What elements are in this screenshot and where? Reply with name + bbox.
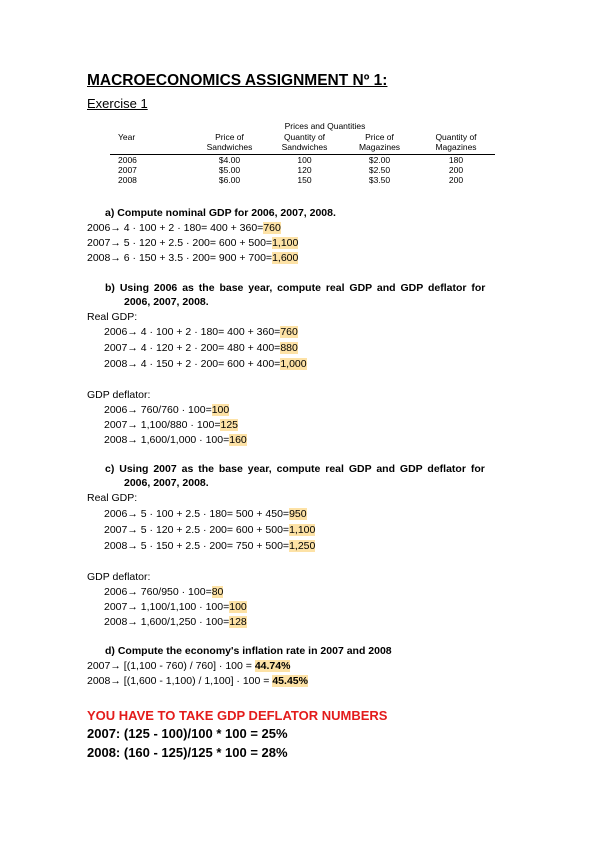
question-a: a) Compute nominal GDP for 2006, 2007, 2008. bbox=[105, 207, 336, 219]
exercise-heading: Exercise 1 bbox=[87, 96, 148, 111]
table-row bbox=[110, 165, 495, 175]
question-b: b) Using 2006 as the base year, compute real GDP and GDP deflator for bbox=[105, 282, 486, 294]
gdp-deflator-label: GDP deflator: bbox=[87, 389, 151, 401]
answer-c-deflator-line: 2008→ 1,600/1,250 · 100=128 bbox=[104, 616, 247, 628]
table-cell: 120 bbox=[297, 165, 312, 175]
answer-a-line: 2008→ 6 · 150 + 3.5 · 200= 900 + 700=1,600 bbox=[87, 252, 299, 264]
table-cell: 180 bbox=[448, 155, 464, 165]
table-cell: $3.50 bbox=[368, 175, 391, 185]
table-header-cell: Year bbox=[118, 132, 136, 142]
table-cell: 200 bbox=[448, 175, 464, 185]
answer-a-line: 2006→ 4 · 100 + 2 · 180= 400 + 360=760 bbox=[87, 222, 281, 234]
table-header-cell: Price of Sandwiches bbox=[206, 132, 253, 152]
deflator-warning: YOU HAVE TO TAKE GDP DEFLATOR NUMBERS bbox=[87, 708, 388, 723]
table-header-cell: Quantity of Sandwiches bbox=[281, 132, 328, 152]
table-cell: $6.00 bbox=[218, 175, 241, 185]
inflation-2008-line: 2008: (160 - 125)/125 * 100 = 28% bbox=[87, 745, 288, 760]
table-cell: 2008 bbox=[118, 175, 137, 185]
answer-d-line: 2008→ [(1,600 - 1,100) / 1,100] · 100 = 45.45% bbox=[87, 675, 308, 687]
answer-c-deflator-line: 2007→ 1,100/1,100 · 100=100 bbox=[104, 601, 247, 613]
table-cell: $2.50 bbox=[368, 165, 391, 175]
table-cell: $4.00 bbox=[218, 155, 241, 165]
answer-d-line: 2007→ [(1,100 - 760) / 760] · 100 = 44.74% bbox=[87, 660, 291, 672]
page-title: MACROECONOMICS ASSIGNMENT Nº 1: bbox=[87, 72, 388, 89]
answer-b-real-line: 2008→ 4 · 150 + 2 · 200= 600 + 400=1,000 bbox=[104, 358, 307, 370]
table-header-row bbox=[110, 132, 495, 155]
answer-a-line: 2007→ 5 · 120 + 2.5 · 200= 600 + 500=1,100 bbox=[87, 237, 299, 249]
question-b-continued: 2006, 2007, 2008. bbox=[124, 296, 209, 308]
table-cell: 2007 bbox=[118, 165, 137, 175]
answer-b-deflator-line: 2008→ 1,600/1,000 · 100=160 bbox=[104, 434, 247, 446]
table-cell: 200 bbox=[448, 165, 464, 175]
question-d: d) Compute the economy's inflation rate in 2007 and 2008 bbox=[105, 645, 392, 657]
answer-c-real-line: 2007→ 5 · 120 + 2.5 · 200= 600 + 500=1,100 bbox=[104, 524, 316, 536]
real-gdp-label: Real GDP: bbox=[87, 492, 138, 504]
table-cell: $5.00 bbox=[218, 165, 241, 175]
table-row bbox=[110, 175, 495, 185]
inflation-2007-line: 2007: (125 - 100)/100 * 100 = 25% bbox=[87, 726, 288, 741]
real-gdp-label: Real GDP: bbox=[87, 311, 138, 323]
table-cell: $2.00 bbox=[368, 155, 391, 165]
answer-b-deflator-line: 2006→ 760/760 · 100=100 bbox=[104, 404, 230, 416]
table-cell: 150 bbox=[297, 175, 312, 185]
answer-c-deflator-line: 2006→ 760/950 · 100=80 bbox=[104, 586, 224, 598]
table-row bbox=[110, 155, 495, 165]
table-header-cell: Quantity of Magazines bbox=[435, 132, 477, 152]
table-header-cell: Price of Magazines bbox=[358, 132, 401, 152]
table-cell: 2006 bbox=[118, 155, 137, 165]
gdp-deflator-label: GDP deflator: bbox=[87, 571, 151, 583]
table-cell: 100 bbox=[297, 155, 312, 165]
table-caption: Prices and Quantities bbox=[284, 121, 366, 131]
answer-b-real-line: 2007→ 4 · 120 + 2 · 200= 480 + 400=880 bbox=[104, 342, 298, 354]
answer-c-real-line: 2008→ 5 · 150 + 2.5 · 200= 750 + 500=1,250 bbox=[104, 540, 316, 552]
question-c-continued: 2006, 2007, 2008. bbox=[124, 477, 209, 489]
question-c: c) Using 2007 as the base year, compute real GDP and GDP deflator for bbox=[105, 463, 485, 475]
answer-b-deflator-line: 2007→ 1,100/880 · 100=125 bbox=[104, 419, 239, 431]
answer-b-real-line: 2006→ 4 · 100 + 2 · 180= 400 + 360=760 bbox=[104, 326, 298, 338]
prices-quantities-table bbox=[110, 121, 495, 185]
answer-c-real-line: 2006→ 5 · 100 + 2.5 · 180= 500 + 450=950 bbox=[104, 508, 307, 520]
